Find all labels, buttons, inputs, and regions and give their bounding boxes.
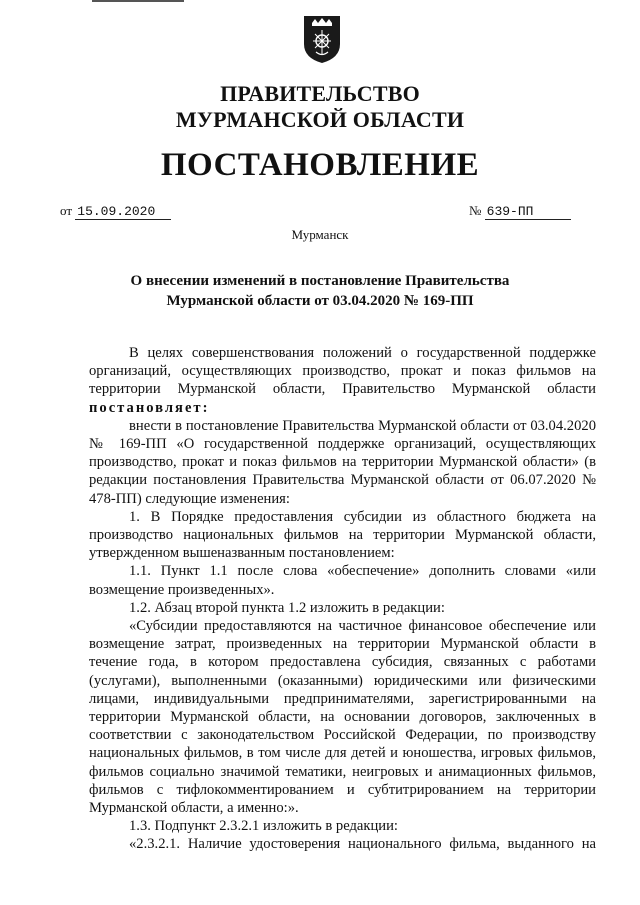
number-field — [469, 203, 571, 220]
paragraph-3: 1.1. Пункт 1.1 после слова «обеспечение» дополнить словами «или возмещение произведенных». — [89, 563, 596, 598]
resolves-word: постановляет: — [89, 399, 210, 416]
subject-line1: О внесении изменений в постановление Правительства — [130, 273, 510, 289]
number-value: 639-ПП — [486, 204, 534, 219]
date-prefix: от — [60, 203, 73, 218]
date-value: 15.09.2020 — [77, 204, 156, 219]
number-prefix: № — [469, 203, 482, 218]
preamble-paragraph: В целях совершенствования положений о государственной поддержке организаций, осуществляющих производство, прокат и показ фильмов на территории Мурманской области, Правительство Мурманской области — [89, 345, 596, 398]
org-name-line1: ПРАВИТЕЛЬСТВО — [220, 81, 420, 106]
scan-edge-line — [92, 0, 184, 2]
document-body — [89, 344, 596, 854]
document-type-title: ПОСТАНОВЛЕНИЕ — [160, 147, 480, 183]
date-underline — [75, 203, 171, 220]
paragraph-5: «Субсидии предоставляются на частичное финансовое обеспечение или возмещение затрат, произведенных на территории Мурманской области в течение года, в котором предоставлена субсидия, связанных с работами (услугами), выполненными (оказанными) юридическими или физическими лицами, индивидуальными предпринимателями, зарегистрированными на территории Мурманской области, на основании договоров, заключенных в соответствии с законодательством Российской Федерации, по производству национальных фильмов, в том числе для детей и юношества, игровых фильмов, фильмов социально значимой тематики, неигровых и анимационных фильмов, фильмов с тифлокомментированием и субтитрированием на территории Мурманской области, а именно:». — [89, 618, 596, 817]
paragraph-1: внести в постановление Правительства Мурманской области от 03.04.2020 № 169-ПП «О государственной поддержке организаций, осуществляющих производство, прокат и показ фильмов на территории Мурманской области» (в редакции постановления Правительства Мурманской области от 06.07.2020 № 478-ПП) следующие изменения: — [89, 417, 596, 507]
coat-of-arms-emblem — [302, 14, 342, 64]
city-name: Мурманск — [291, 227, 349, 242]
number-underline — [485, 203, 571, 220]
date-field — [60, 203, 171, 220]
org-name-line2: МУРМАНСКОЙ ОБЛАСТИ — [175, 107, 465, 132]
paragraph-2: 1. В Порядке предоставления субсидии из областного бюджета на производство национальных фильмов на территории Мурманской области, утвержденном вышеназванным постановлением: — [89, 508, 596, 562]
subject-line2: Мурманской области от 03.04.2020 № 169-ПП — [166, 293, 474, 309]
paragraph-6: 1.3. Подпункт 2.3.2.1 изложить в редакции: — [129, 818, 398, 835]
paragraph-7: «2.3.2.1. Наличие удостоверения национального фильма, выданного на — [129, 836, 596, 853]
paragraph-4: 1.2. Абзац второй пункта 1.2 изложить в редакции: — [129, 599, 445, 616]
